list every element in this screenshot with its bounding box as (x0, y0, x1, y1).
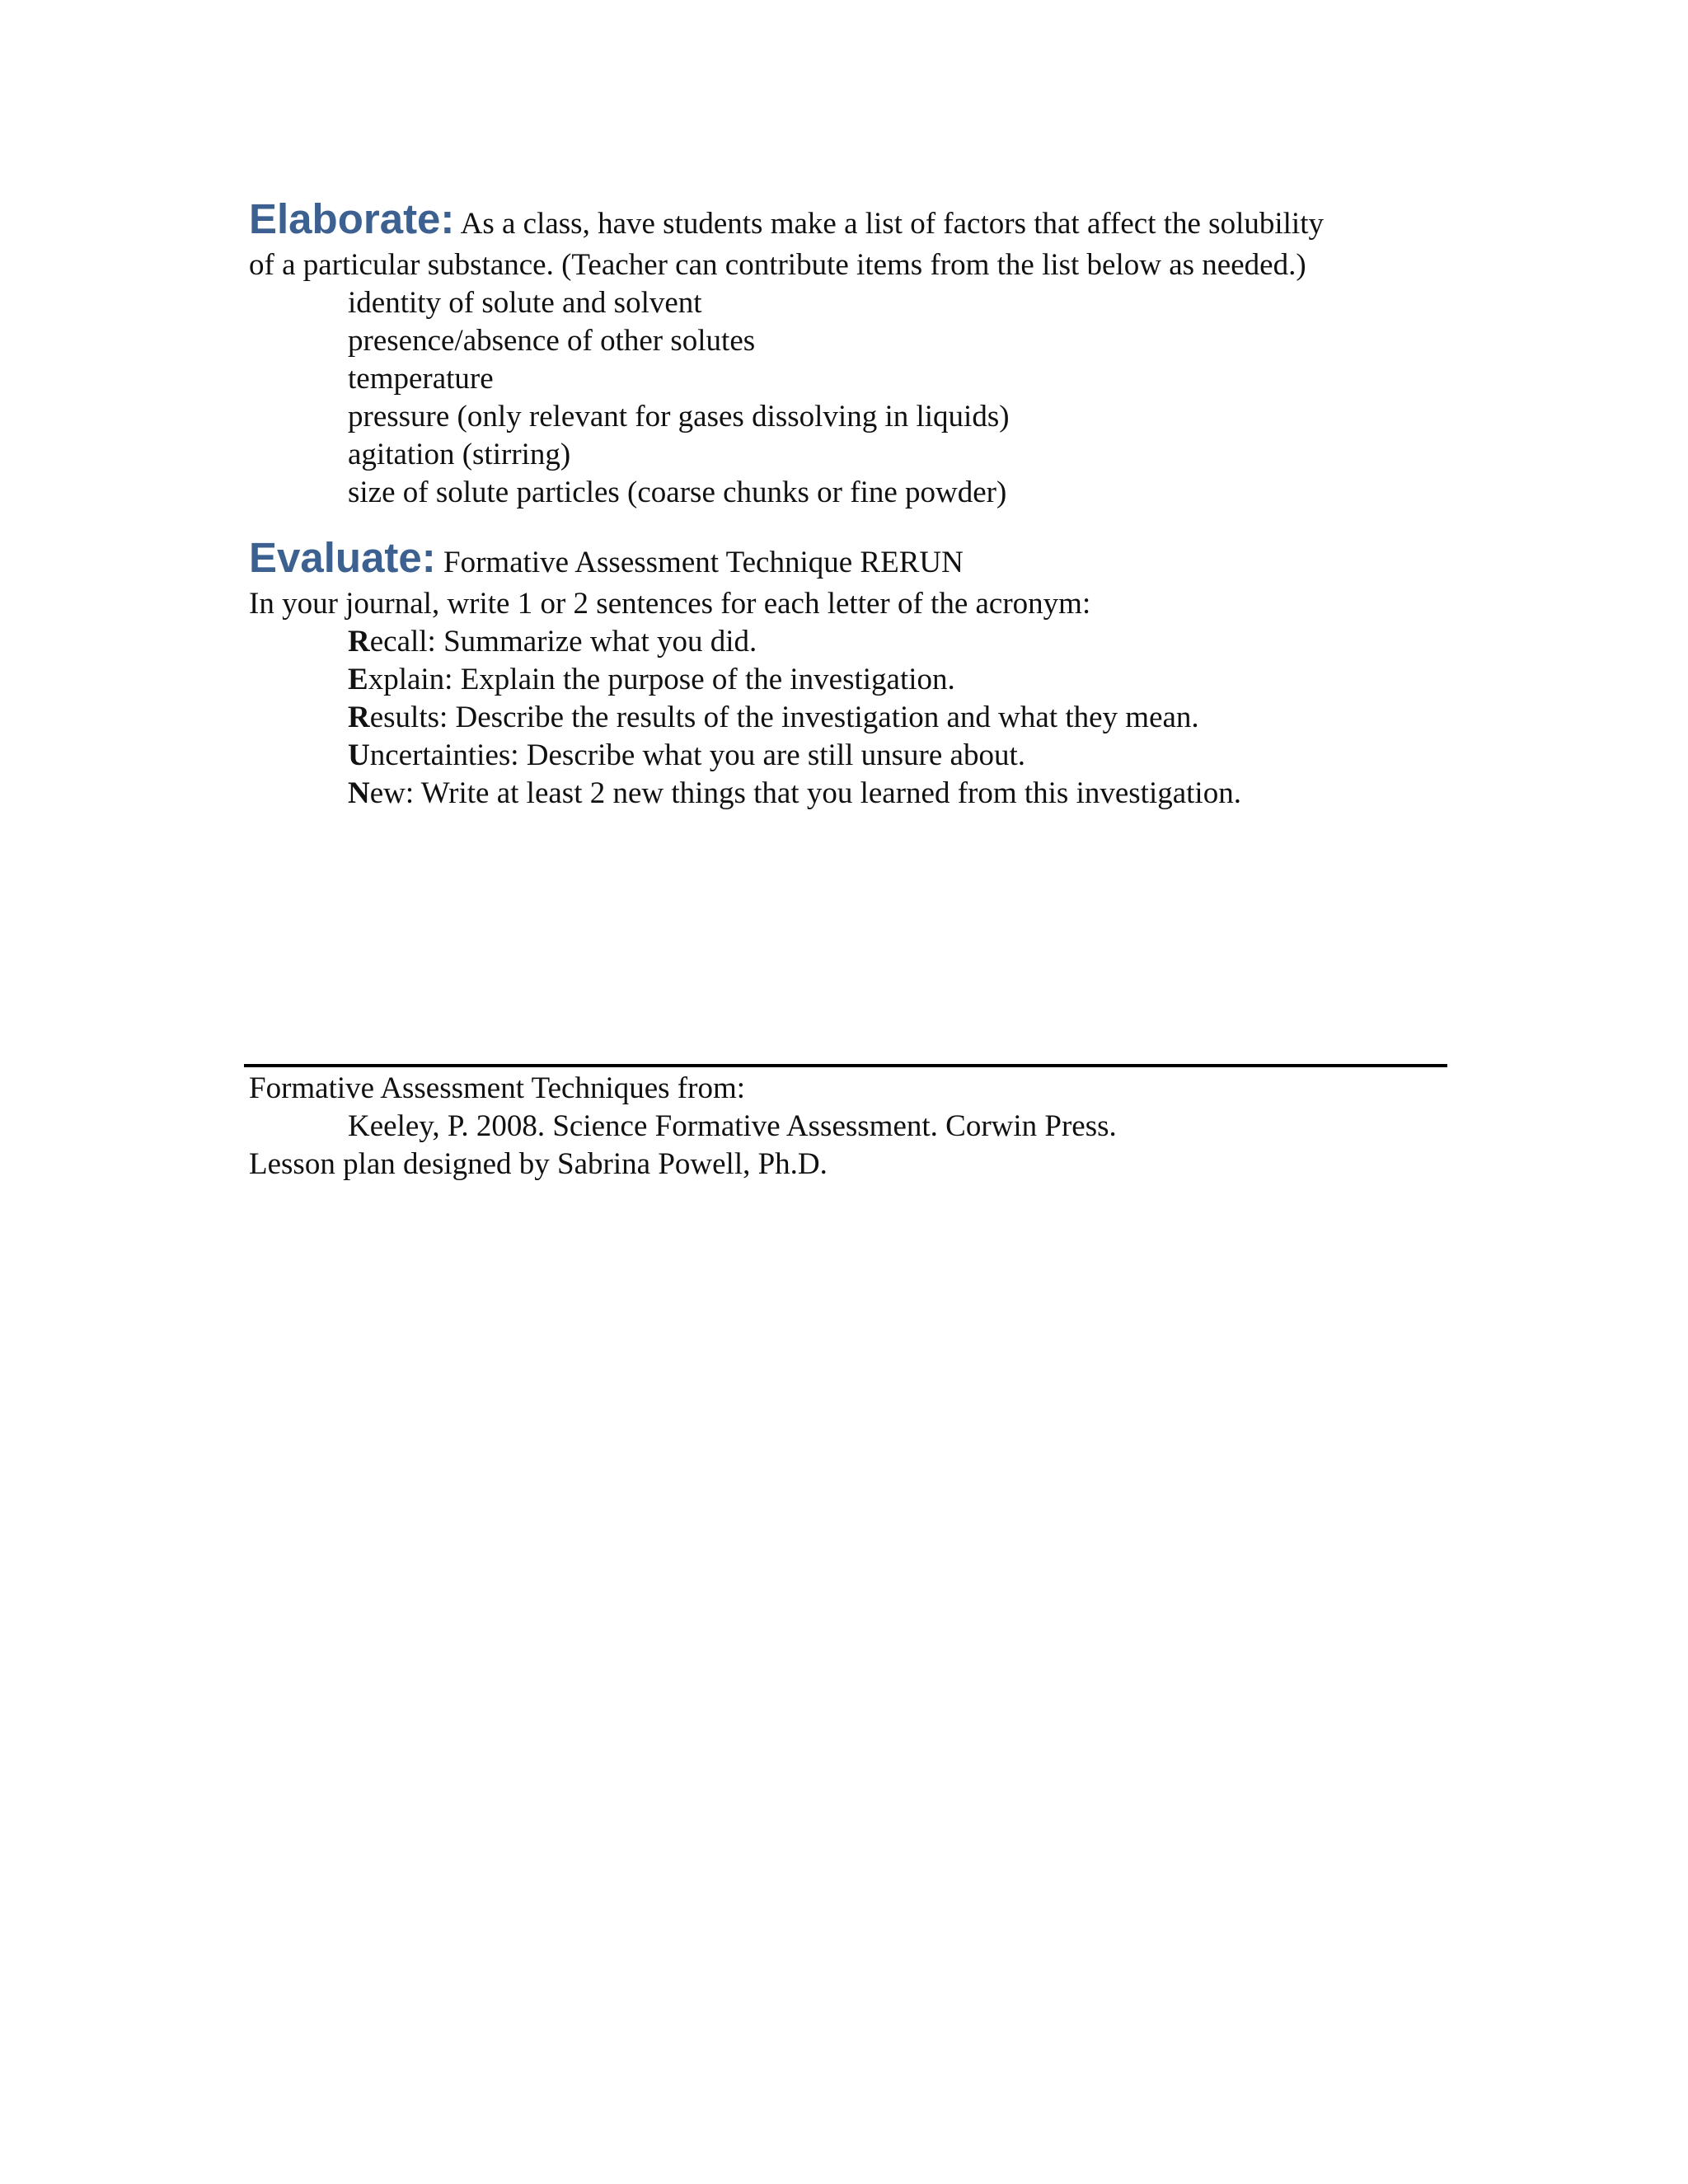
footer-credit: Lesson plan designed by Sabrina Powell, Ph.D. (249, 1147, 828, 1181)
acronym-letter: U (348, 738, 370, 772)
lesson-page (249, 195, 1452, 813)
acronym-text: ecall: Summarize what you did. (369, 625, 757, 658)
footer-citation-list (249, 1108, 1452, 1146)
list-item (348, 775, 1452, 813)
evaluate-intro (249, 534, 1452, 585)
list-item: identity of solute and solvent (348, 286, 702, 320)
evaluate-technique: Formative Assessment Technique RERUN (435, 546, 964, 579)
footer (249, 1070, 1452, 1183)
list-item: agitation (stirring) (348, 438, 571, 471)
list-item (348, 699, 1452, 737)
rerun-acronym-list (249, 623, 1452, 813)
list-item (348, 737, 1452, 775)
acronym-text: ew: Write at least 2 new things that you learned from this investigation. (369, 776, 1241, 810)
acronym-text: esults: Describe the results of the investigation and what they mean. (369, 701, 1199, 734)
list-item: size of solute particles (coarse chunks or fine powder) (348, 476, 1007, 509)
solubility-factor-list (249, 284, 1452, 512)
footer-citation: Keeley, P. 2008. Science Formative Assessment. Corwin Press. (348, 1109, 1117, 1143)
list-item (348, 623, 1452, 661)
acronym-text: ncertainties: Describe what you are still unsure about. (369, 738, 1025, 772)
evaluate-instruction: In your journal, write 1 or 2 sentences for each letter of the acronym: (249, 587, 1091, 621)
list-item: pressure (only relevant for gases dissolving in liquids) (348, 400, 1010, 434)
elaborate-section (249, 195, 1452, 512)
acronym-letter: N (348, 776, 370, 810)
acronym-text: xplain: Explain the purpose of the investigation. (368, 663, 955, 696)
footer-sources-label: Formative Assessment Techniques from: (249, 1071, 746, 1105)
list-item: temperature (348, 362, 494, 396)
list-item (348, 661, 1452, 699)
footer-divider (244, 1064, 1447, 1067)
elaborate-intro-first: As a class, have students make a list of factors that affect the solubility (454, 207, 1324, 241)
list-item: presence/absence of other solutes (348, 324, 756, 358)
acronym-letter: R (348, 701, 370, 734)
evaluate-heading: Evaluate: (249, 534, 436, 581)
evaluate-section (249, 534, 1452, 813)
elaborate-intro-second: of a particular substance. (Teacher can contribute items from the list below as needed.) (249, 248, 1306, 282)
acronym-letter: R (348, 625, 370, 658)
acronym-letter: E (348, 663, 368, 696)
elaborate-heading: Elaborate: (249, 195, 455, 242)
elaborate-intro (249, 195, 1452, 246)
